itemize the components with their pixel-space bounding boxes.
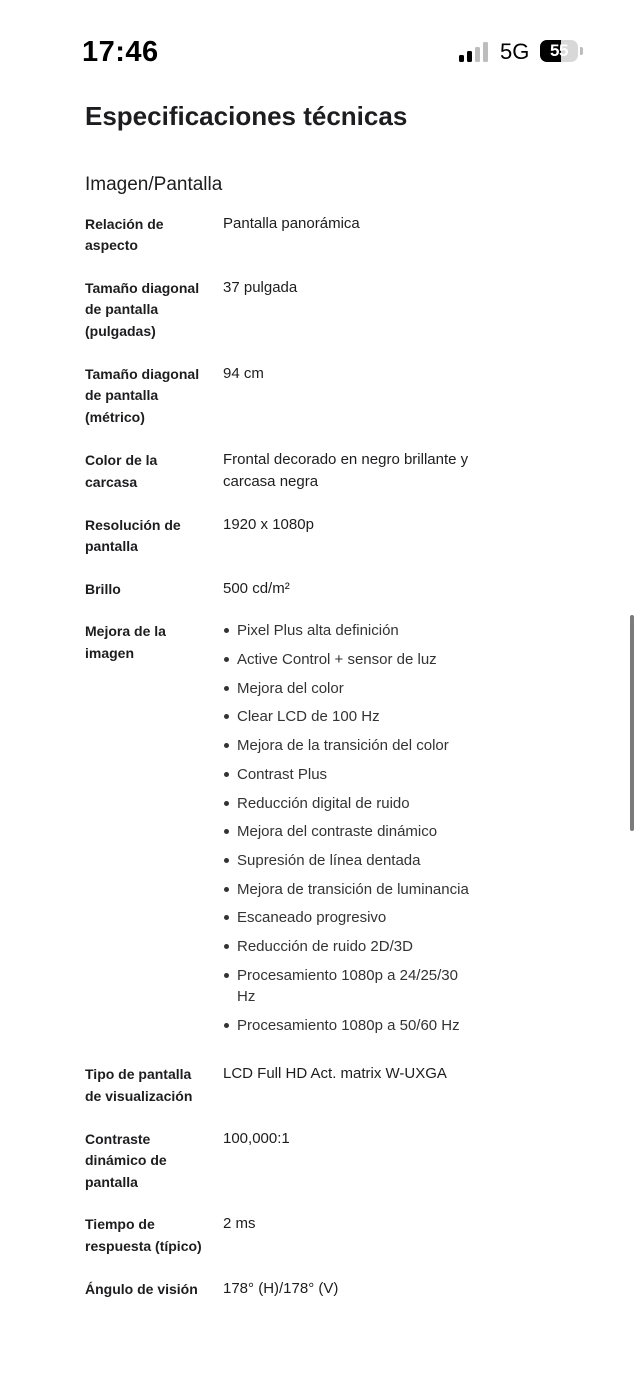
feature-text: Mejora de la transición del color bbox=[237, 737, 449, 755]
spec-row bbox=[85, 1063, 485, 1107]
feature-text: Mejora de transición de luminancia bbox=[237, 880, 469, 898]
signal-bar bbox=[459, 55, 464, 62]
feature-list-item bbox=[223, 706, 473, 727]
spec-row bbox=[85, 363, 485, 428]
spec-label: Brillo bbox=[85, 580, 121, 597]
feature-list-item bbox=[223, 907, 473, 928]
feature-list-item bbox=[223, 735, 473, 756]
spec-row bbox=[85, 1278, 485, 1300]
feature-list-item bbox=[223, 821, 473, 842]
feature-list-item bbox=[223, 1015, 473, 1036]
feature-list-item bbox=[223, 879, 473, 900]
bullet-icon bbox=[224, 858, 229, 863]
spec-row bbox=[85, 1128, 485, 1193]
spec-row bbox=[85, 1213, 485, 1257]
spec-label: Ángulo de visión bbox=[85, 1281, 198, 1298]
spec-label: Tipo de pantalla de visualización bbox=[85, 1066, 193, 1104]
bullet-icon bbox=[224, 1023, 229, 1028]
feature-list-item bbox=[223, 620, 473, 641]
battery-icon bbox=[540, 40, 578, 62]
feature-list-item bbox=[223, 793, 473, 814]
signal-bar bbox=[483, 42, 488, 62]
feature-text: Procesamiento 1080p a 24/25/30 Hz bbox=[237, 966, 458, 1006]
bullet-icon bbox=[224, 829, 229, 834]
bullet-icon bbox=[224, 628, 229, 633]
status-time: 17:46 bbox=[82, 36, 159, 68]
feature-text: Mejora del color bbox=[237, 679, 344, 697]
bullet-icon bbox=[224, 944, 229, 949]
spec-value: 37 pulgada bbox=[223, 278, 298, 296]
signal-bar bbox=[475, 47, 480, 62]
bullet-icon bbox=[224, 887, 229, 892]
bullet-icon bbox=[224, 743, 229, 748]
feature-text: Procesamiento 1080p a 50/60 Hz bbox=[237, 1016, 460, 1034]
bullet-icon bbox=[224, 714, 229, 719]
spec-value: Pantalla panorámica bbox=[223, 215, 360, 232]
feature-list-item bbox=[223, 936, 473, 957]
feature-list-item bbox=[223, 965, 473, 1008]
spec-label: Resolución de pantalla bbox=[85, 517, 181, 555]
spec-row bbox=[85, 277, 485, 342]
spec-table bbox=[85, 213, 485, 1300]
feature-list-item bbox=[223, 649, 473, 670]
status-bar bbox=[0, 0, 640, 100]
signal-bar bbox=[467, 51, 472, 62]
spec-row bbox=[85, 449, 485, 493]
spec-row bbox=[85, 578, 485, 600]
bullet-icon bbox=[224, 801, 229, 806]
feature-text: Contrast Plus bbox=[237, 765, 328, 783]
spec-value: LCD Full HD Act. matrix W-UXGA bbox=[223, 1065, 447, 1083]
feature-text: Pixel Plus alta definición bbox=[237, 622, 399, 640]
battery-level: 55 bbox=[550, 41, 568, 60]
spec-value: 500 cd/m² bbox=[223, 579, 290, 597]
feature-text: Mejora del contraste dinámico bbox=[237, 823, 438, 841]
spec-value: 94 cm bbox=[223, 365, 264, 383]
spec-value: 2 ms bbox=[223, 1215, 256, 1233]
battery-nub bbox=[580, 47, 583, 55]
feature-text: Supresión de línea dentada bbox=[237, 851, 421, 869]
scrollbar-thumb[interactable] bbox=[630, 615, 634, 831]
bullet-icon bbox=[224, 686, 229, 691]
section-title: Imagen/Pantalla bbox=[85, 174, 223, 195]
bullet-icon bbox=[224, 772, 229, 777]
spec-value: 178° (H)/178° (V) bbox=[223, 1280, 339, 1298]
feature-text: Escaneado progresivo bbox=[237, 909, 387, 927]
feature-text: Reducción digital de ruido bbox=[237, 794, 410, 812]
spec-label: Color de la carcasa bbox=[85, 452, 158, 490]
spec-label: Tamaño diagonal de pantalla (métrico) bbox=[85, 366, 200, 425]
cellular-signal-icon bbox=[459, 42, 491, 62]
spec-label: Contraste dinámico de pantalla bbox=[85, 1131, 167, 1190]
spec-value bbox=[223, 620, 473, 1036]
spec-label: Tiempo de respuesta (típico) bbox=[85, 1216, 202, 1254]
spec-label: Tamaño diagonal de pantalla (pulgadas) bbox=[85, 279, 200, 339]
network-type: 5G bbox=[500, 39, 530, 64]
feature-list-item bbox=[223, 678, 473, 699]
spec-row bbox=[85, 213, 485, 257]
spec-label: Relación de aspecto bbox=[85, 216, 164, 254]
bullet-icon bbox=[224, 657, 229, 662]
feature-list-item bbox=[223, 764, 473, 785]
bullet-icon bbox=[224, 973, 229, 978]
spec-row bbox=[85, 620, 485, 1036]
spec-value: 1920 x 1080p bbox=[223, 516, 314, 534]
feature-text: Clear LCD de 100 Hz bbox=[237, 708, 380, 726]
feature-text: Active Control + sensor de luz bbox=[237, 650, 437, 668]
bullet-icon bbox=[224, 915, 229, 920]
page-title: Especificaciones técnicas bbox=[85, 101, 408, 131]
feature-list-item bbox=[223, 850, 473, 871]
spec-value: 100,000:1 bbox=[223, 1130, 290, 1148]
spec-label: Mejora de la imagen bbox=[85, 623, 166, 661]
feature-list bbox=[223, 620, 473, 1036]
spec-value: Frontal decorado en negro brillante y carcasa negra bbox=[223, 451, 469, 490]
spec-row bbox=[85, 514, 485, 558]
feature-text: Reducción de ruido 2D/3D bbox=[237, 938, 413, 956]
